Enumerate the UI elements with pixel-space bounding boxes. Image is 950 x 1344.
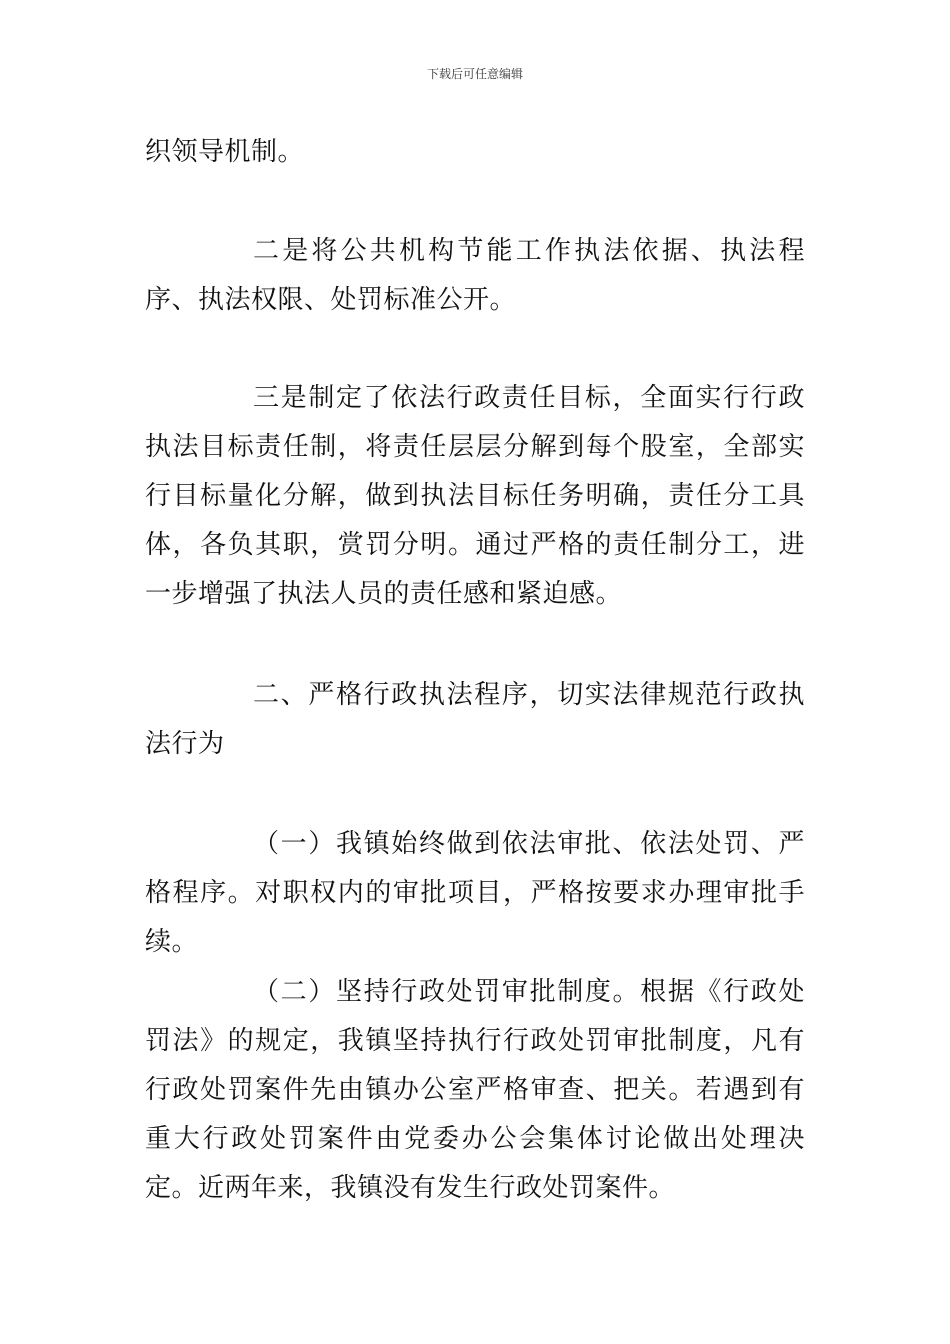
paragraph-item-two: 二是将公共机构节能工作执法依据、执法程序、执法权限、处罚标准公开。: [145, 236, 805, 315]
page-header: 下载后可任意编辑: [426, 67, 523, 81]
paragraph-continuation: 织领导机制。: [145, 137, 305, 167]
paragraph-subitem-one: （一）我镇始终做到依法审批、依法处罚、严格程序。对职权内的审批项目，严格按要求办理审批手续。: [145, 829, 805, 957]
paragraph-subitem-two: （二）坚持行政处罚审批制度。根据《行政处罚法》的规定，我镇坚持执行行政处罚审批制度，凡有行政处罚案件先由镇办公室严格审查、把关。若遇到有重大行政处罚案件由党委办公会集体讨论做出处理决定。近两年来，我镇没有发生行政处罚案件。: [145, 977, 805, 1203]
paragraph-item-three: 三是制定了依法行政责任目标，全面实行行政执法目标责任制，将责任层层分解到每个股室，全部实行目标量化分解，做到执法目标任务明确，责任分工具体，各负其职，赏罚分明。通过严格的责任制分工，进一步增强了执法人员的责任感和紧迫感。: [145, 383, 805, 609]
section-heading-two: 二、严格行政执法程序，切实法律规范行政执法行为: [145, 680, 805, 759]
